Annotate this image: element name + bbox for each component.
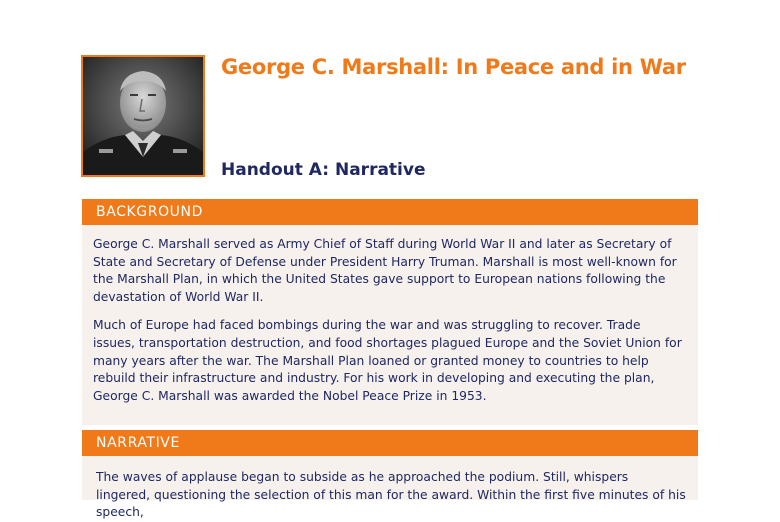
narrative-heading: NARRATIVE bbox=[82, 430, 698, 456]
background-heading: BACKGROUND bbox=[82, 199, 698, 225]
narrative-panel bbox=[82, 456, 698, 520]
page-subtitle: Handout A: Narrative bbox=[221, 160, 426, 180]
background-paragraph-1: George C. Marshall served as Army Chief of Staff during World War II and later as Secretary of State and Secretary of Defense under President Harry Truman. Marshall is most well-known for the Marshall Plan, in which the United States gave support to European nations following the devastation of World War II. bbox=[93, 237, 677, 304]
narrative-paragraph-1: The waves of applause began to subside as he approached the podium. Still, whispers lingered, questioning the selection of this man for the award. Within the first five minutes of his speech, bbox=[96, 470, 686, 520]
portrait-photo bbox=[81, 55, 205, 177]
background-panel bbox=[82, 225, 698, 425]
portrait-icon bbox=[83, 57, 203, 175]
background-paragraph-2: Much of Europe had faced bombings during the war and was struggling to recover. Trade issues, transportation destruction, and food shortages plagued Europe and the Soviet Union for many years after the war. The Marshall Plan loaned or granted money to countries to help rebuild their infrastructure and industry. For his work in developing and executing the plan, George C. Marshall was awarded the Nobel Peace Prize in 1953. bbox=[93, 318, 682, 403]
page-title: George C. Marshall: In Peace and in War bbox=[221, 55, 686, 79]
